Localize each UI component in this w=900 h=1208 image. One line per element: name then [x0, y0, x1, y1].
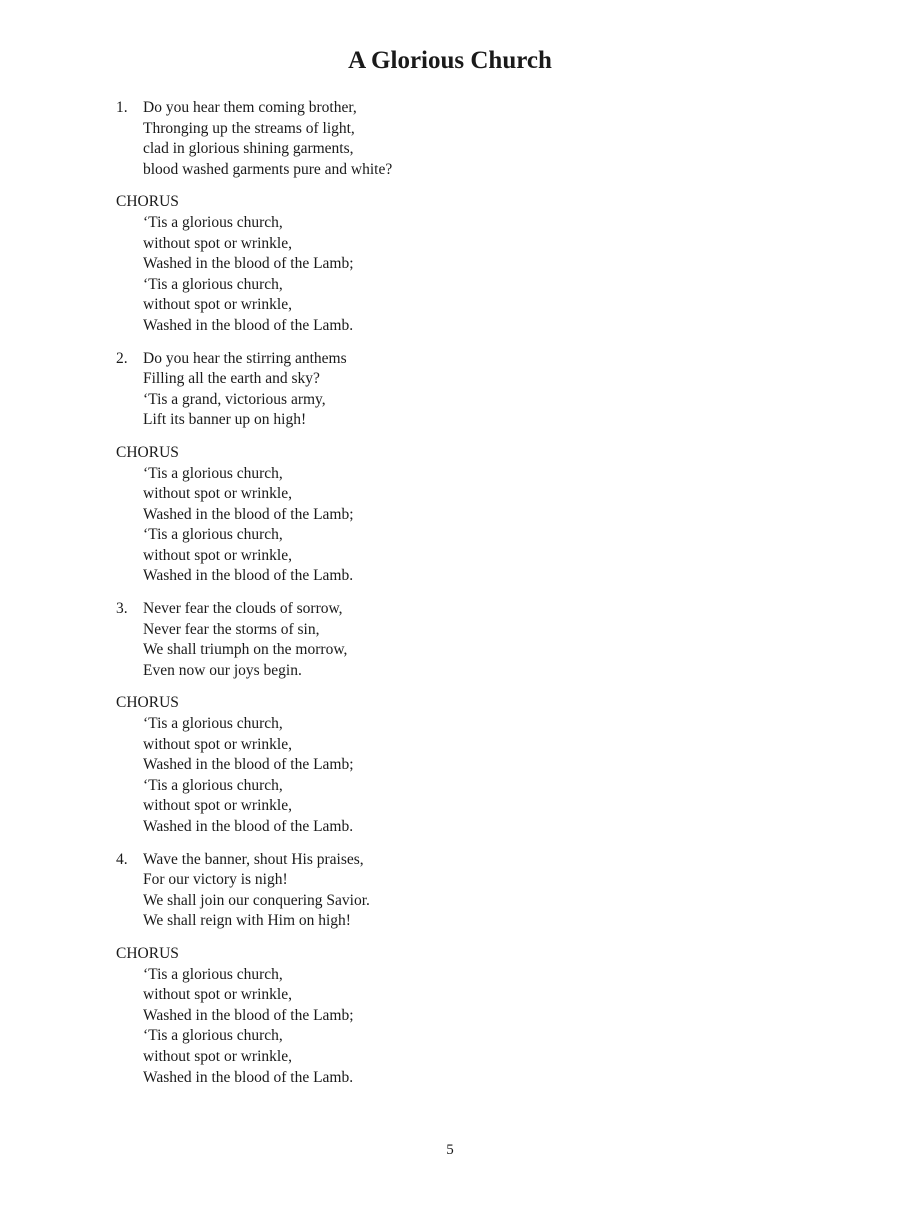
verse-line: We shall join our conquering Savior.	[143, 891, 370, 909]
chorus-2	[116, 443, 816, 587]
chorus-label: CHORUS	[116, 694, 179, 712]
chorus-line: without spot or wrinkle,	[143, 234, 292, 252]
chorus-line: without spot or wrinkle,	[143, 1047, 292, 1065]
verse-line: Lift its banner up on high!	[143, 411, 307, 429]
page-title: A Glorious Church	[348, 47, 552, 74]
chorus-line: ‘Tis a glorious church,	[143, 965, 283, 983]
chorus-line: Washed in the blood of the Lamb.	[143, 567, 354, 585]
verse-lines	[143, 98, 816, 180]
verse-lines	[143, 599, 816, 681]
verse-line: We shall triumph on the morrow,	[143, 641, 348, 659]
verse-line: Thronging up the streams of light,	[143, 119, 355, 137]
chorus-line: without spot or wrinkle,	[143, 797, 292, 815]
chorus-line: ‘Tis a glorious church,	[143, 213, 283, 231]
chorus-lines	[116, 213, 816, 337]
chorus-1	[116, 192, 816, 336]
lyrics	[116, 98, 816, 1100]
chorus-line: ‘Tis a glorious church,	[143, 715, 283, 733]
chorus-label: CHORUS	[116, 443, 179, 461]
verse-line: Do you hear the stirring anthems	[143, 349, 347, 367]
verse-line: Never fear the storms of sin,	[143, 620, 320, 638]
chorus-lines	[116, 464, 816, 588]
chorus-line: Washed in the blood of the Lamb;	[143, 505, 354, 523]
chorus-3	[116, 693, 816, 837]
verse-lines	[143, 349, 816, 431]
verse-line: ‘Tis a grand, victorious army,	[143, 390, 326, 408]
chorus-label: CHORUS	[116, 944, 179, 962]
chorus-line: ‘Tis a glorious church,	[143, 275, 283, 293]
chorus-line: ‘Tis a glorious church,	[143, 1027, 283, 1045]
chorus-line: without spot or wrinkle,	[143, 546, 292, 564]
verse-line: For our victory is nigh!	[143, 871, 288, 889]
chorus-line: ‘Tis a glorious church,	[143, 464, 283, 482]
verse-line: Filling all the earth and sky?	[143, 370, 320, 388]
chorus-4	[116, 944, 816, 1088]
verse-line: Wave the banner, shout His praises,	[143, 850, 364, 868]
chorus-line: Washed in the blood of the Lamb.	[143, 316, 354, 334]
verse-3	[116, 599, 816, 681]
verse-number: 1.	[116, 99, 128, 116]
chorus-lines	[116, 714, 816, 838]
verse-line: clad in glorious shining garments,	[143, 140, 354, 158]
verse-number: 3.	[116, 600, 128, 618]
verse-line: Even now our joys begin.	[143, 661, 302, 679]
chorus-line: Washed in the blood of the Lamb.	[143, 1068, 354, 1086]
verse-line: blood washed garments pure and white?	[143, 160, 393, 178]
verse-1	[116, 98, 816, 180]
chorus-line: Washed in the blood of the Lamb;	[143, 255, 354, 273]
chorus-line: without spot or wrinkle,	[143, 485, 292, 503]
chorus-line: without spot or wrinkle,	[143, 296, 292, 314]
chorus-line: without spot or wrinkle,	[143, 735, 292, 753]
verse-lines	[143, 850, 816, 932]
verse-line: Do you hear them coming brother,	[143, 99, 357, 116]
chorus-line: ‘Tis a glorious church,	[143, 776, 283, 794]
chorus-line: Washed in the blood of the Lamb;	[143, 756, 354, 774]
verse-number: 4.	[116, 850, 128, 868]
page-number: 5	[446, 1142, 454, 1158]
chorus-line: Washed in the blood of the Lamb;	[143, 1006, 354, 1024]
verse-line: We shall reign with Him on high!	[143, 912, 351, 930]
chorus-line: without spot or wrinkle,	[143, 986, 292, 1004]
chorus-lines	[116, 965, 816, 1089]
chorus-line: ‘Tis a glorious church,	[143, 526, 283, 544]
chorus-label: CHORUS	[116, 193, 179, 211]
verse-number: 2.	[116, 349, 128, 367]
chorus-line: Washed in the blood of the Lamb.	[143, 818, 354, 835]
verse-line: Never fear the clouds of sorrow,	[143, 600, 343, 618]
verse-4	[116, 850, 816, 932]
verse-2	[116, 349, 816, 431]
